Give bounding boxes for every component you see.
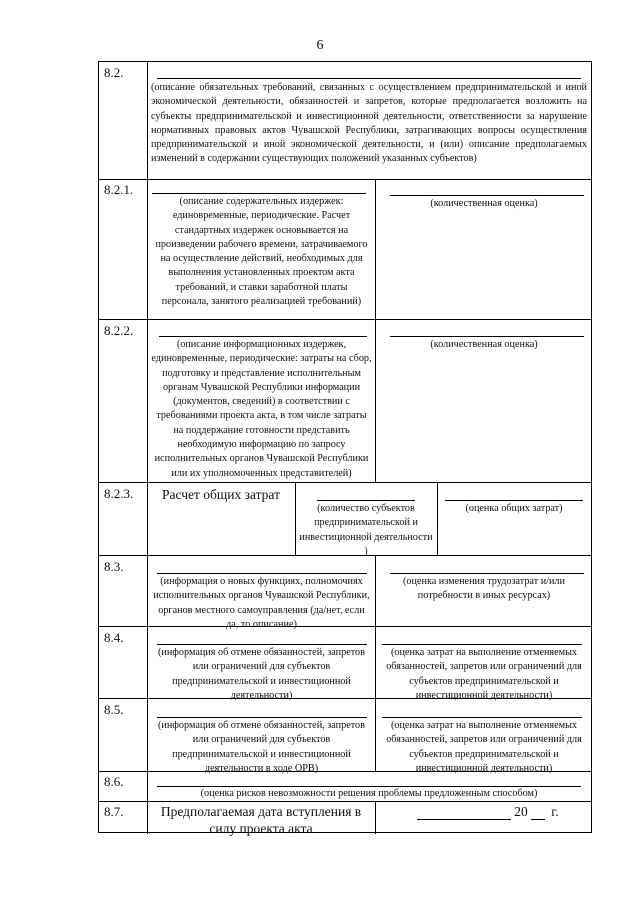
fill-line: [390, 195, 584, 196]
row-number: 8.5.: [104, 702, 124, 717]
column-divider: [375, 179, 376, 482]
row-8-2-2-description: (описание информационных издержек, единовременные, периодические: затраты на сбор, подготовку и представление исполнительным органам Чувашской Республики информации (документов, сведений) в соответствии с требованиями проекта акта, в том числе затраты на поддержание готовности представить необходимую информацию по запросу исполнительных органов Чувашской Республики или их уполномоченных представителей): [151, 339, 372, 479]
fill-line: [157, 644, 367, 645]
number-column-divider: [147, 62, 148, 834]
fill-line: [157, 717, 367, 718]
date-year-prefix: 20: [514, 804, 528, 819]
row-number: 8.7.: [104, 804, 124, 819]
row-8-2-1-quantitative: (количественная оценка): [430, 198, 538, 209]
row-number: 8.6.: [104, 774, 124, 789]
date-fill-line: [531, 819, 545, 820]
row-number: 8.3.: [104, 559, 124, 574]
fill-line: [382, 717, 582, 718]
column-divider: [375, 801, 376, 834]
row-number: 8.2.: [104, 65, 124, 80]
row-8-2-1-description: (описание содержательных издержек: единовременные, периодические. Расчет стандартных издержек основывается на произведении рабочего времени, затрачиваемого на осуществление действий, необходимых для выполнения установленных проектом акта требований, и ставки заработной платы персонала, занятого реализацией требований): [155, 196, 368, 308]
fill-line: [159, 336, 367, 337]
row-8-3-labor-estimate: (оценка изменения трудозатрат и/или потребности в иных ресурсах): [403, 576, 565, 602]
row-number: 8.4.: [104, 630, 124, 645]
column-divider: [437, 482, 438, 555]
row-divider: [99, 319, 591, 320]
row-8-2-2-quantitative: (количественная оценка): [430, 339, 538, 350]
row-8-7-label: Предполагаемая дата вступления в силу проекта акта: [160, 804, 362, 836]
row-8-3-new-functions: (информация о новых функциях, полномочиях исполнительных органов Чувашской Республики, органов местного самоуправления (да/нет, если да, то описание): [153, 576, 370, 630]
fill-line: [152, 193, 366, 194]
date-fill-line: [417, 819, 511, 820]
regulation-form-table: [98, 61, 592, 836]
row-8-2-3-entity-count: (количество субъектов предпринимательской и инвестиционной деятельности ): [299, 503, 433, 557]
row-divider: [99, 482, 591, 483]
row-8-5-cancelled-duties: (информация об отмене обязанностей, запретов или ограничений для субъектов предпринимательской и инвестиционной деятельности в ходе ОРВ): [158, 720, 365, 774]
row-8-2-3-total-estimate: (оценка общих затрат): [465, 503, 563, 514]
row-number: 8.2.3.: [104, 486, 134, 501]
fill-line: [445, 500, 583, 501]
row-8-5-cost-estimate: (оценка затрат на выполнение отменяемых обязанностей, запретов или ограничений для субъектов предпринимательской и инвестиционной деятельности): [386, 720, 582, 774]
column-divider: [295, 482, 296, 555]
row-number: 8.2.1.: [104, 182, 134, 197]
page-number: 6: [316, 38, 324, 53]
column-divider: [375, 555, 376, 771]
fill-line: [157, 573, 367, 574]
date-year-suffix: г.: [551, 804, 559, 819]
row-divider: [99, 179, 591, 180]
row-8-2-3-label: Расчет общих затрат: [162, 487, 280, 502]
row-8-6-risk-assessment: (оценка рисков невозможности решения проблемы предложенным способом): [200, 788, 538, 799]
fill-line: [390, 336, 584, 337]
row-8-2-description: (описание обязательных требований, связанных с осуществлением предпринимательской и иной экономической деятельности, обязанностей и запретов, которые предполагается возложить на субъекты предпринимательской и инвестиционной деятельности, ответственности за нарушение нормативных правовых актов Чувашской Республики, затрагивающих вопросы осуществления предпринимательской и иной экономической деятельности, и (или) описание предполагаемых изменений в содержании существующих положений указанных субъектов): [151, 82, 587, 165]
row-number: 8.2.2.: [104, 323, 134, 338]
fill-line: [317, 500, 415, 501]
row-8-4-cost-estimate: (оценка затрат на выполнение отменяемых обязанностей, запретов или ограничений для субъектов предпринимательской и инвестиционной деятельности): [386, 647, 582, 701]
row-8-4-cancelled-duties: (информация об отмене обязанностей, запретов или ограничений для субъектов предпринимательской и инвестиционной деятельности): [158, 647, 365, 701]
fill-line: [390, 573, 584, 574]
fill-line: [382, 644, 582, 645]
fill-line: [157, 78, 581, 79]
